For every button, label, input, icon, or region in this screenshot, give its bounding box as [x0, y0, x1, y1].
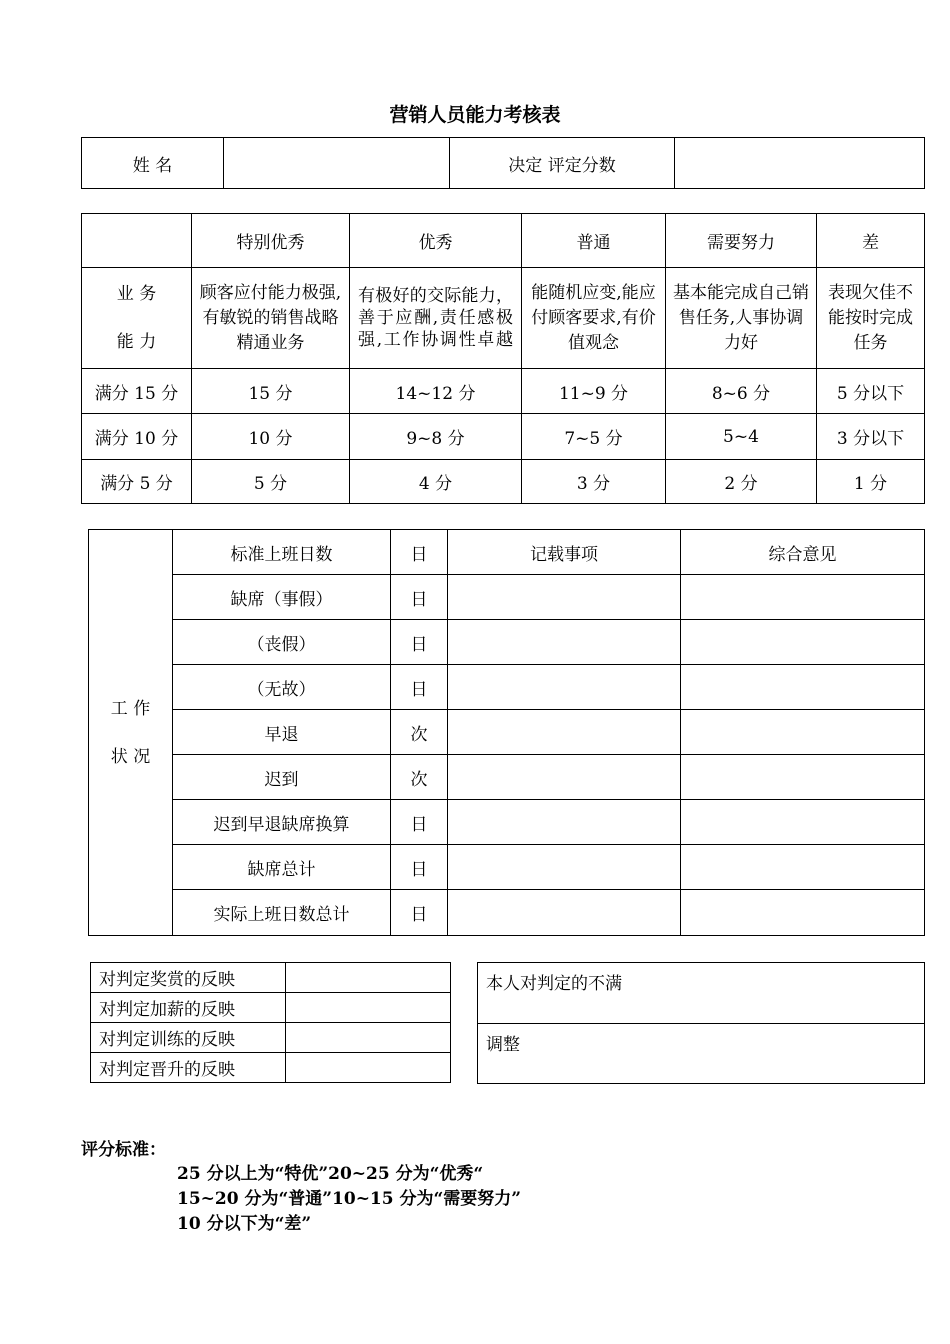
reaction-label: 对判定训练的反映 — [91, 1023, 286, 1053]
work-item-unit: 日 — [391, 890, 448, 936]
work-item-label: 早退 — [173, 710, 391, 755]
opinion-field[interactable] — [681, 710, 925, 755]
score-cell: 5 分 — [192, 460, 350, 504]
opinion-header: 综合意见 — [681, 530, 925, 575]
reaction-label: 对判定奖赏的反映 — [91, 963, 286, 993]
score-cell: 10 分 — [192, 414, 350, 460]
score-label: 决定 评定分数 — [450, 138, 675, 189]
reaction-field[interactable] — [286, 993, 451, 1023]
business-ability-label — [82, 268, 192, 369]
opinion-field[interactable] — [681, 665, 925, 710]
ability-table — [81, 213, 925, 504]
description-cell: 顾客应付能力极强,有敏锐的销售战略精通业务 — [192, 268, 350, 369]
column-header-poor: 差 — [817, 214, 925, 268]
work-item-label: 迟到 — [173, 755, 391, 800]
work-item-label: 标准上班日数 — [173, 530, 391, 575]
work-item-unit: 日 — [391, 620, 448, 665]
dissatisfaction-field[interactable]: 本人对判定的不满 — [478, 963, 925, 1024]
opinion-field[interactable] — [681, 845, 925, 890]
scoring-standard-label: 评分标准： — [81, 1140, 166, 1160]
header-table — [81, 137, 925, 189]
opinion-field[interactable] — [681, 755, 925, 800]
score-cell: 7~5 分 — [522, 414, 666, 460]
record-field[interactable] — [448, 575, 681, 620]
score-cell: 11~9 分 — [522, 369, 666, 414]
business-ability-label-line1: 业 务 — [116, 284, 157, 304]
column-header-excellent-special: 特别优秀 — [192, 214, 350, 268]
record-header: 记载事项 — [448, 530, 681, 575]
record-field[interactable] — [448, 800, 681, 845]
record-field[interactable] — [448, 845, 681, 890]
opinion-field[interactable] — [681, 575, 925, 620]
reaction-field[interactable] — [286, 1023, 451, 1053]
score-field[interactable] — [675, 138, 925, 189]
score-row-label: 满分 5 分 — [82, 460, 192, 504]
work-item-label: 缺席总计 — [173, 845, 391, 890]
score-cell: 9~8 分 — [350, 414, 522, 460]
score-row-label: 满分 15 分 — [82, 369, 192, 414]
description-cell: 有极好的交际能力，善于应酬,责任感极强,工作协调性卓越 — [350, 268, 522, 369]
adjustment-field[interactable]: 调整 — [478, 1024, 925, 1084]
reaction-label: 对判定加薪的反映 — [91, 993, 286, 1023]
score-cell: 8~6 分 — [666, 369, 817, 414]
opinion-field[interactable] — [681, 890, 925, 936]
page-title: 营销人员能力考核表 — [389, 104, 561, 126]
work-status-label-line2: 状 况 — [110, 746, 151, 767]
feedback-table — [477, 962, 925, 1084]
work-item-label: （丧假） — [173, 620, 391, 665]
work-item-unit: 日 — [391, 800, 448, 845]
score-row-label: 满分 10 分 — [82, 414, 192, 460]
work-item-label: （无故） — [173, 665, 391, 710]
score-cell: 1 分 — [817, 460, 925, 504]
score-cell: 15 分 — [192, 369, 350, 414]
score-cell: 5~4 — [666, 414, 817, 460]
opinion-field[interactable] — [681, 620, 925, 665]
record-field[interactable] — [448, 710, 681, 755]
scoring-standard-line: 10 分以下为“差” — [177, 1214, 312, 1234]
description-cell: 能随机应变,能应付顾客要求,有价值观念 — [522, 268, 666, 369]
name-label: 姓 名 — [82, 138, 224, 189]
score-cell: 2 分 — [666, 460, 817, 504]
work-item-label: 实际上班日数总计 — [173, 890, 391, 936]
work-item-unit: 次 — [391, 710, 448, 755]
reaction-table — [90, 962, 451, 1083]
record-field[interactable] — [448, 890, 681, 936]
score-cell: 5 分以下 — [817, 369, 925, 414]
description-cell: 基本能完成自己销售任务,人事协调力好 — [666, 268, 817, 369]
record-field[interactable] — [448, 620, 681, 665]
column-header-normal: 普通 — [522, 214, 666, 268]
work-item-unit: 日 — [391, 575, 448, 620]
work-status-table — [88, 529, 925, 936]
description-cell: 表现欠佳不能按时完成任务 — [817, 268, 925, 369]
record-field[interactable] — [448, 755, 681, 800]
ability-header-blank — [82, 214, 192, 268]
column-header-excellent: 优秀 — [350, 214, 522, 268]
work-item-label: 缺席（事假） — [173, 575, 391, 620]
score-cell: 3 分以下 — [817, 414, 925, 460]
score-cell: 14~12 分 — [350, 369, 522, 414]
work-item-unit: 日 — [391, 845, 448, 890]
name-field[interactable] — [224, 138, 450, 189]
scoring-standard-line: 15~20 分为“普通”10~15 分为“需要努力” — [177, 1189, 522, 1209]
business-ability-label-line2: 能 力 — [116, 332, 157, 352]
work-status-label — [89, 530, 173, 936]
record-field[interactable] — [448, 665, 681, 710]
work-item-label: 迟到早退缺席换算 — [173, 800, 391, 845]
score-cell: 3 分 — [522, 460, 666, 504]
scoring-standard-line: 25 分以上为“特优”20~25 分为“优秀“ — [177, 1164, 484, 1184]
opinion-field[interactable] — [681, 800, 925, 845]
score-cell: 4 分 — [350, 460, 522, 504]
reaction-field[interactable] — [286, 963, 451, 993]
work-item-unit: 日 — [391, 530, 448, 575]
reaction-field[interactable] — [286, 1053, 451, 1083]
work-item-unit: 日 — [391, 665, 448, 710]
column-header-needs-effort: 需要努力 — [666, 214, 817, 268]
reaction-label: 对判定晋升的反映 — [91, 1053, 286, 1083]
work-status-label-line1: 工 作 — [110, 698, 151, 719]
work-item-unit: 次 — [391, 755, 448, 800]
